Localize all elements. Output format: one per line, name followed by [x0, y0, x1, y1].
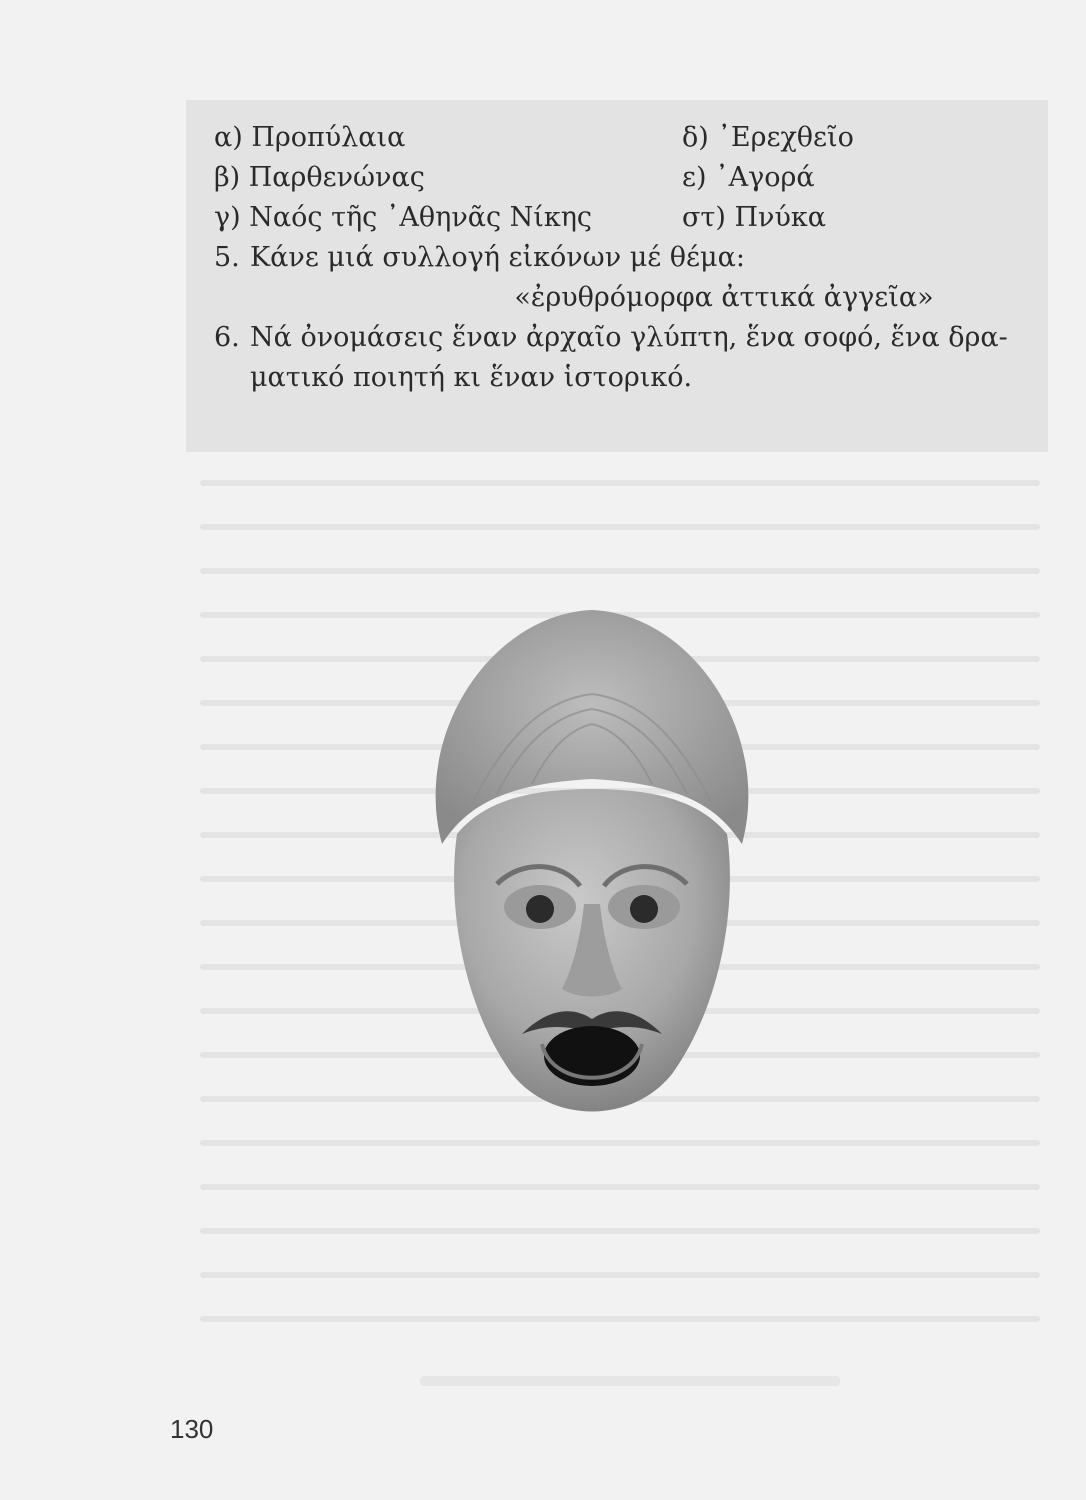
option-a: α) Προπύλαια — [214, 122, 406, 153]
question-5-quote: «ἐρυθρόμορφα ἀττικά ἀγγεῖα» — [514, 282, 934, 313]
question-6 — [214, 318, 1034, 358]
option-st: στ) Πνύκα — [682, 202, 826, 233]
question-number: 5. — [214, 242, 240, 273]
question-text: Κάνε μιά συλλογή εἰκόνων μέ θέμα: — [250, 242, 745, 273]
question-text: Νά ὀνομάσεις ἕναν ἀρχαῖο γλύπτη, ἕνα σοφό, ἕνα δρα- — [250, 322, 1008, 353]
question-6-continuation: ματικό ποιητή κι ἕναν ἱστορικό. — [250, 362, 693, 393]
answer-options — [214, 118, 1034, 238]
option-d: δ) ᾿Ερεχθεῖο — [682, 122, 854, 153]
page-number: 130 — [170, 1414, 214, 1444]
bleed-through-caption — [420, 1376, 840, 1386]
option-g: γ) Ναός τῆς ᾿Αθηνᾶς Νίκης — [214, 202, 593, 233]
exercise-block — [214, 118, 1034, 398]
question-number: 6. — [214, 322, 240, 353]
option-e: ε) ᾿Αγορά — [682, 162, 815, 193]
theatre-mask-photo — [402, 604, 782, 1134]
question-5 — [214, 238, 1034, 278]
option-b: β) Παρθενώνας — [214, 162, 425, 193]
